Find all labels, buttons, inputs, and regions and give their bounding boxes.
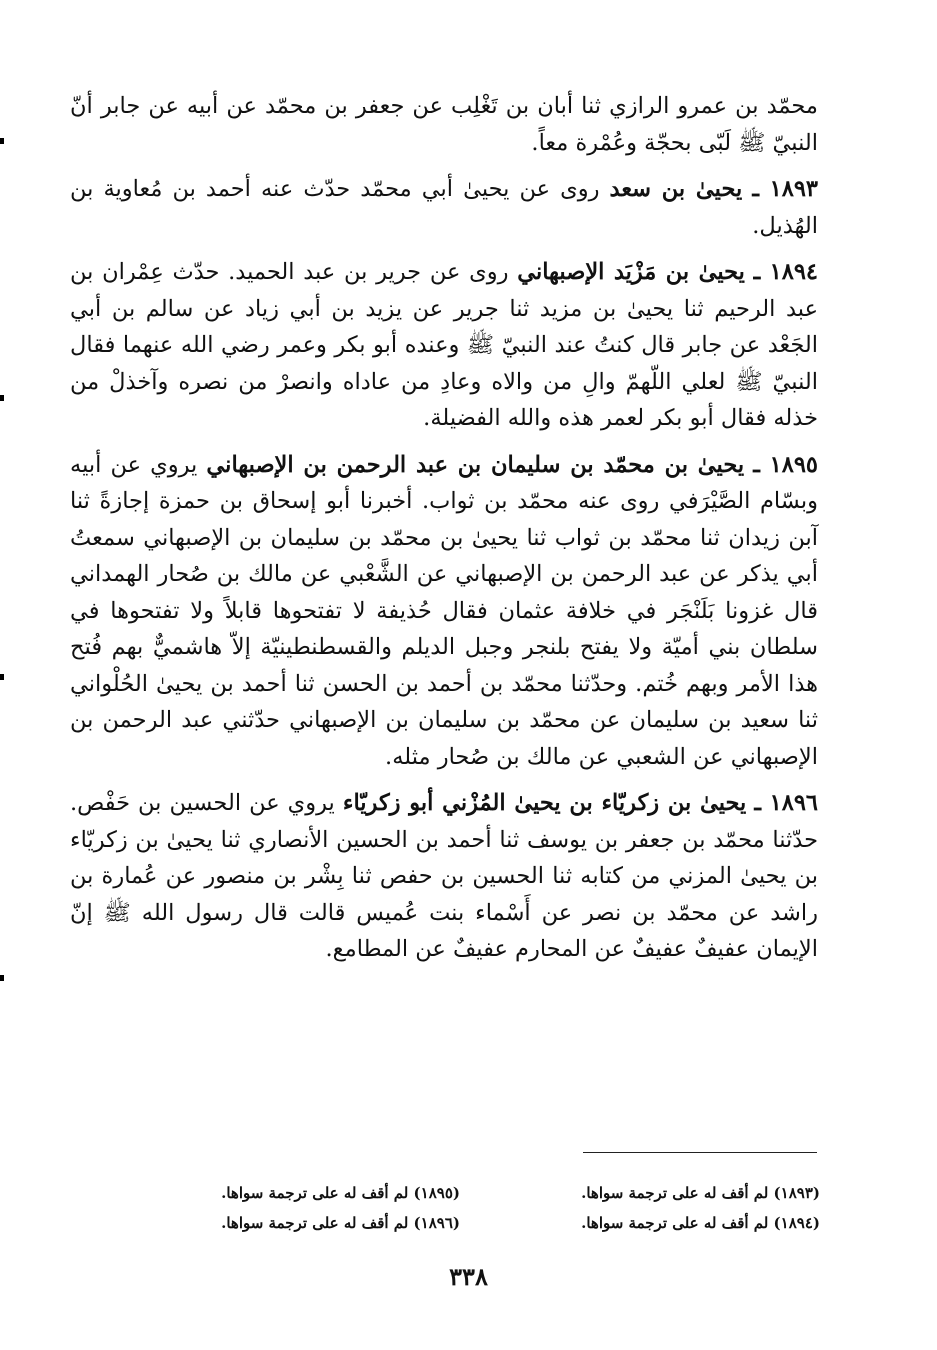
entry-number: ١٨٩٤ ـ — [753, 259, 818, 285]
margin-mark — [0, 674, 4, 680]
entry-text: يروي عن الحسين بن حَفْص. حدّثنا محمّد بن جعفر بن يوسف ثنا أحمد بن الحسين الأنصاري ثنا يحيىٰ بن زكريّاء بن يحيىٰ المزني من كتابه ثنا الحسين بن حفص ثنا بِشْر بن منصور عن عُمارة بن راشد عن محمّد بن نصر عن أَسْماء بنت عُميس قالت قال رسول الله ﷺ إنّ الإيمان عفيفٌ عفيفٌ عن المحارم عفيفٌ عن المطامع. — [70, 790, 818, 962]
entry-1893 — [70, 171, 818, 244]
footnotes — [160, 1180, 820, 1236]
entry-text: يروي عن أبيه وبسّام الصَّيْرَفي روى عنه محمّد بن ثواب. أخبرنا أبو إسحاق بن حمزة إجازةً ثنا آبن زيدان ثنا محمّد بن ثواب ثنا يحيىٰ بن محمّد بن سليمان بن الإصبهاني سمعتُ أبي يذكر عن عبد الرحمن بن الإصبهاني عن الشَّعْبي عن مالك بن صُحار الهمداني قال غزونا بَلَنْجَر في خلافة عثمان فقال حُذيفة لا تفتحوها قابلاً ولا تفتحوها في سلطان بني أميّة ولا يفتح بلنجر وجبل الديلم والقسطنطينيّة إلاّ هاشميٌّ بهم فُتح هذا الأمر وبهم خُتم. وحدّثنا محمّد بن أحمد بن الحسن ثنا أحمد بن يحيىٰ الحُلْواني ثنا سعيد بن سليمان عن محمّد بن سليمان بن الإصبهاني حدّثني عبد الرحمن بن الإصبهاني عن الشعبي عن مالك بن صُحار مثله. — [70, 451, 818, 770]
entry-name: يحيىٰ بن محمّد بن سليمان بن عبد الرحمن بن الإصبهاني — [206, 451, 745, 478]
footnote-separator — [583, 1152, 817, 1153]
paragraph-text: محمّد بن عمرو الرازي ثنا أبان بن تَغْلِب عن جعفر بن محمّد عن أبيه عن جابر أنّ النبيّ ﷺ لَبّى بحجّة وعُمْرة معاً. — [70, 93, 818, 156]
entry-number: ١٨٩٥ ـ — [753, 451, 818, 478]
footnote-1896: (١٨٩٦) لم أقف له على ترجمة سواها. — [221, 1214, 460, 1232]
margin-mark — [0, 395, 4, 401]
entry-1894 — [70, 254, 818, 437]
entry-name: يحيىٰ بن سعد — [609, 176, 743, 202]
footnote-1894: (١٨٩٤) لم أقف له على ترجمة سواها. — [581, 1214, 820, 1232]
footnote-1895: (١٨٩٥) لم أقف له على ترجمة سواها. — [221, 1184, 460, 1202]
margin-mark — [0, 975, 4, 981]
main-text — [70, 88, 818, 968]
entry-name: يحيىٰ بن مَزْيَد الإصبهاني — [517, 259, 745, 285]
page-number: ٣٣٨ — [449, 1262, 488, 1291]
paragraph-intro — [70, 88, 818, 161]
margin-mark — [0, 138, 4, 144]
entry-text: روى عن يحيىٰ أبي محمّد حدّث عنه أحمد بن مُعاوية بن الهُذيل. — [70, 176, 818, 239]
entry-number: ١٨٩٦ ـ — [754, 790, 818, 816]
entry-1895 — [70, 447, 818, 776]
entry-text: روى عن جرير بن عبد الحميد. حدّث عِمْران بن عبد الرحيم ثنا يحيىٰ بن مزيد ثنا جرير عن يزيد بن أبي زياد عن سالم بن أبي الجَعْد عن جابر قال كنتُ عند النبيّ ﷺ وعنده أبو بكر وعمر رضي الله عنهما فقال النبيّ ﷺ لعلي اللّهمّ والِ من والاه وعادِ من عاداه وانصرْ من نصره وآخذلْ من خذله فقال أبو بكر لعمر هذه والله الفضيلة. — [70, 259, 818, 431]
entry-number: ١٨٩٣ ـ — [752, 176, 819, 202]
footnote-1893: (١٨٩٣) لم أقف له على ترجمة سواها. — [581, 1184, 820, 1202]
entry-name: يحيىٰ بن زكريّاء بن يحيىٰ المُزْني أبو زكريّاء — [342, 790, 747, 816]
entry-1896 — [70, 785, 818, 968]
